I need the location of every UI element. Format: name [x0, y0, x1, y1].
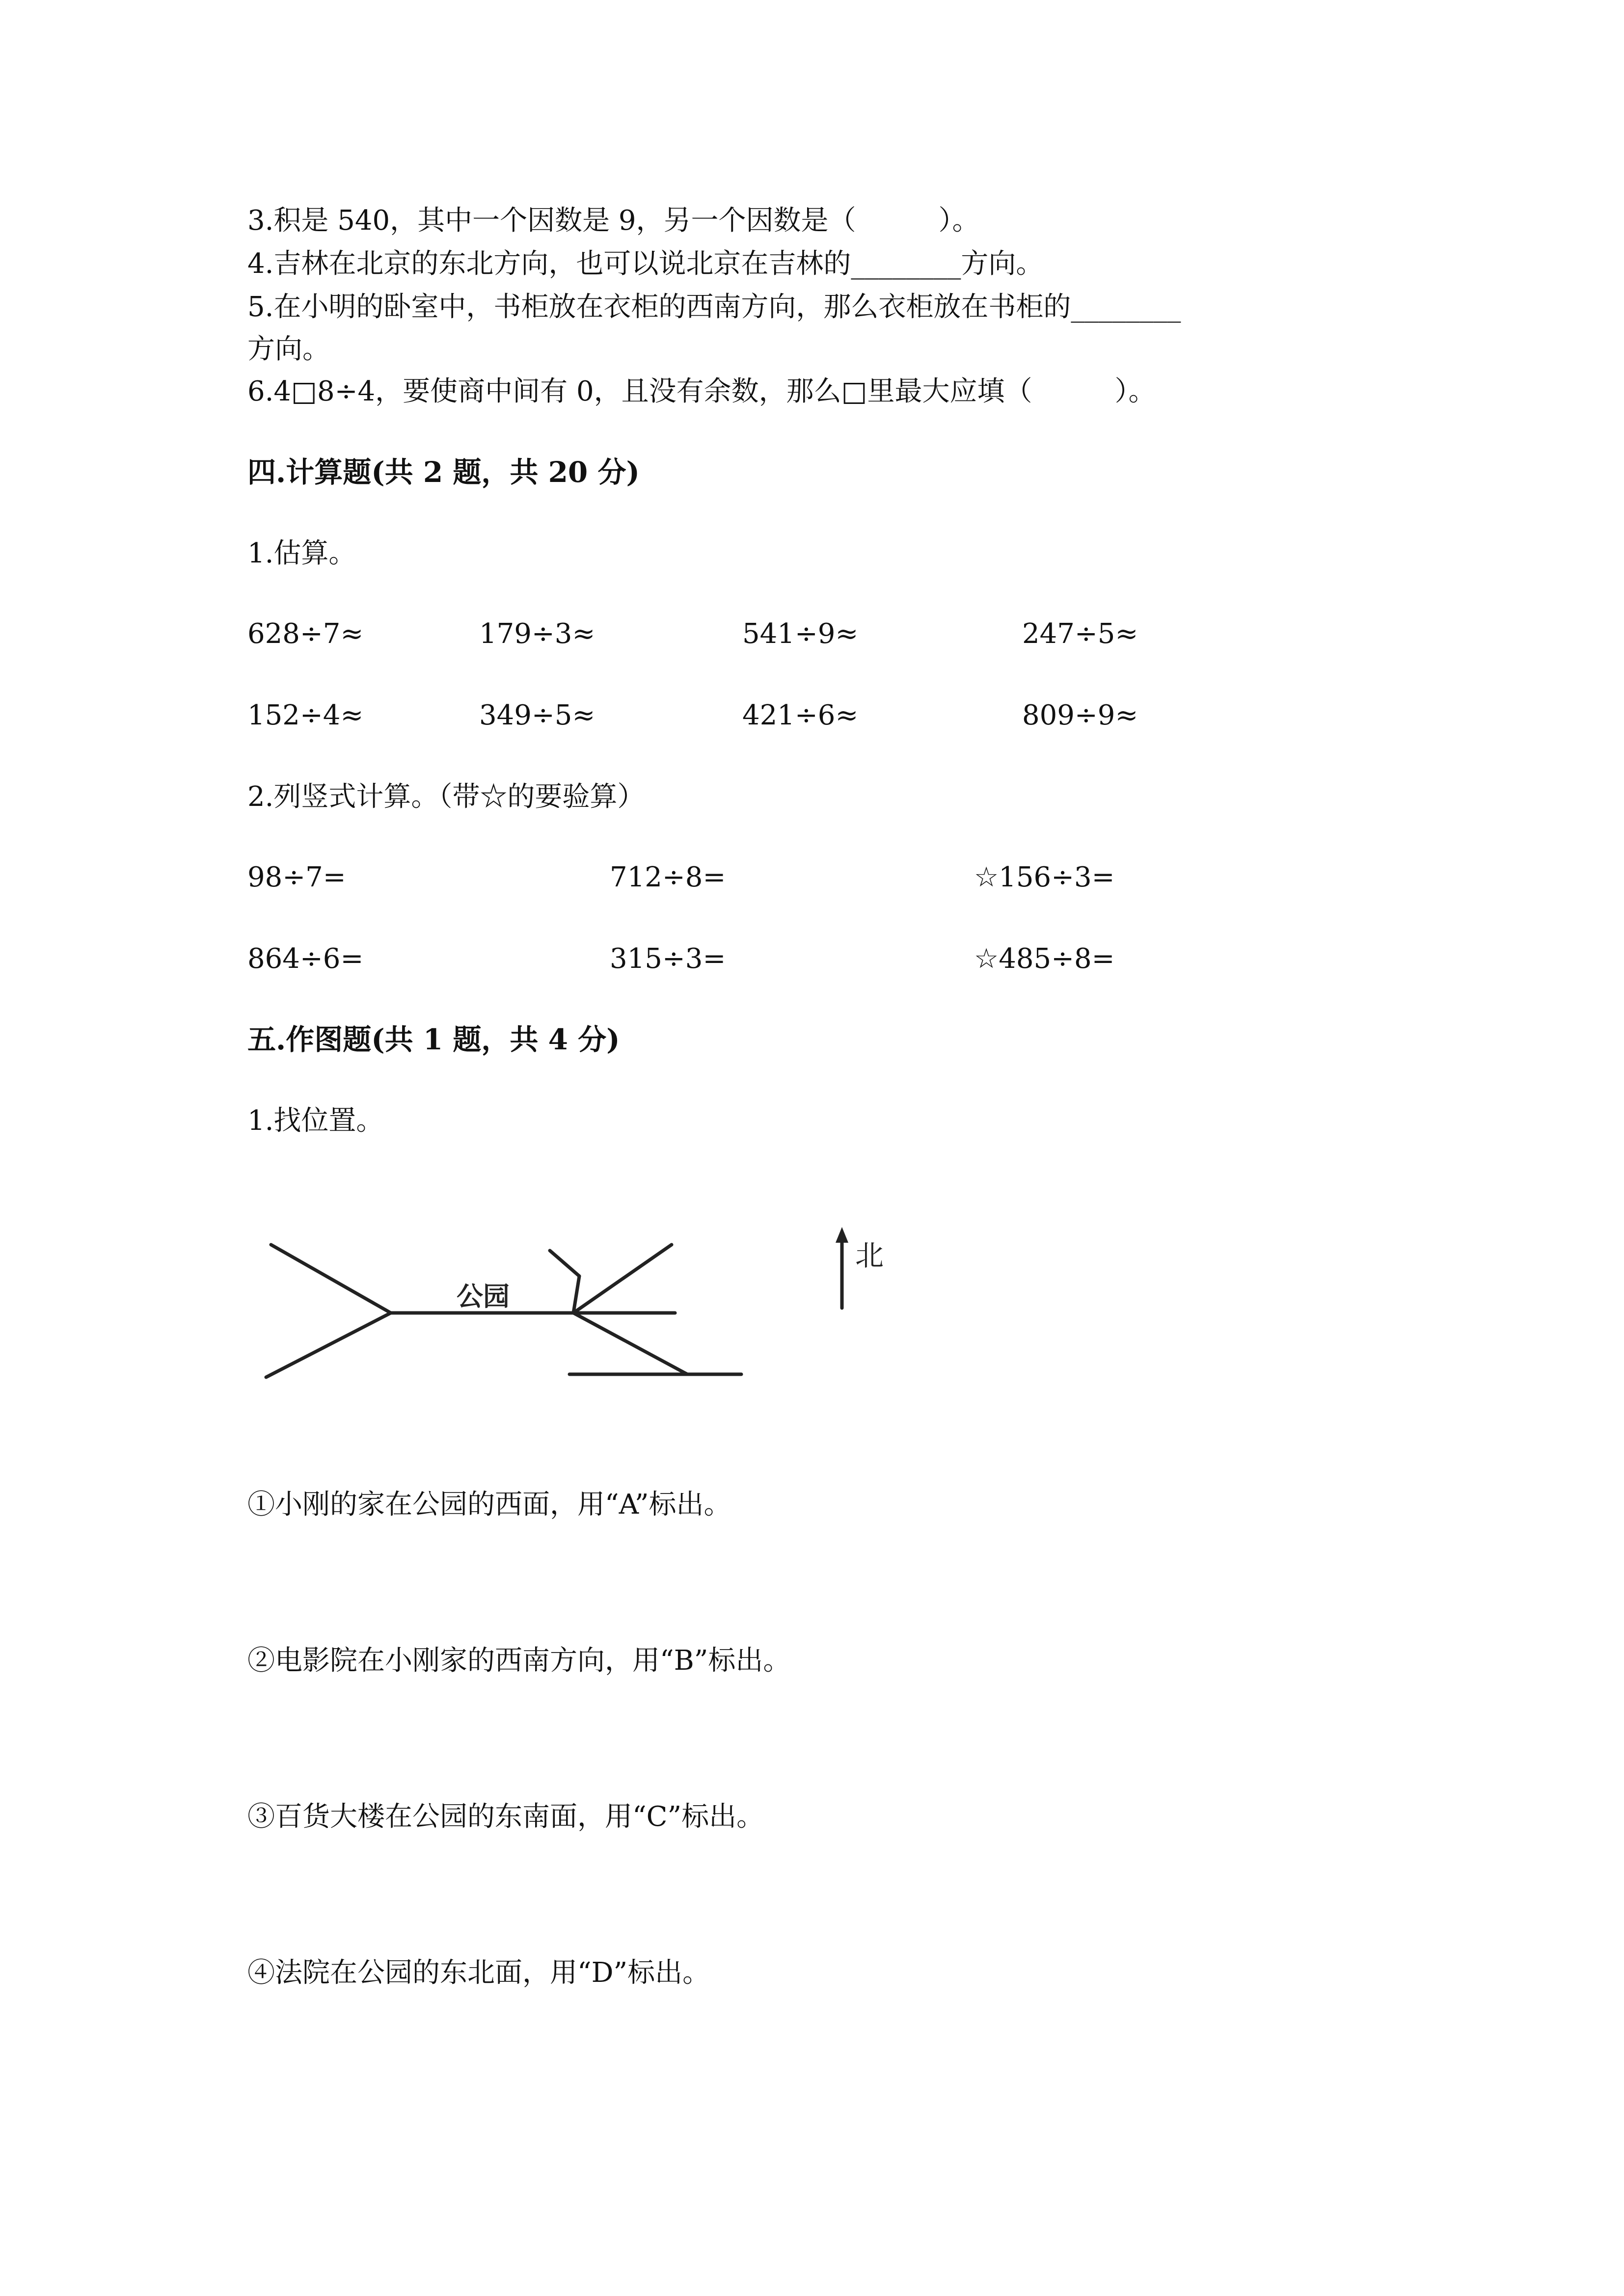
section-5-title: 五.作图题(共 1 题，共 4 分) — [247, 1023, 620, 1056]
map-road-right-upper — [573, 1245, 672, 1313]
map-road-left-upper — [271, 1245, 391, 1313]
position-item-a: ①小刚的家在公园的西面，用“A”标出。 — [247, 1489, 731, 1521]
position-item-c: ③百货大楼在公园的东南面，用“C”标出。 — [247, 1801, 764, 1833]
vertical-calc-item: 864÷6= — [247, 943, 364, 975]
position-item-d: ④法院在公园的东北面，用“D”标出。 — [247, 1957, 710, 1989]
north-arrow-icon — [836, 1227, 848, 1243]
map-road-right-lower — [573, 1313, 687, 1374]
estimate-item: 541÷9≈ — [742, 618, 859, 650]
estimate-item: 247÷5≈ — [1022, 618, 1138, 650]
position-item-b: ②电影院在小刚家的西南方向，用“B”标出。 — [247, 1645, 791, 1677]
vertical-calc-item: 98÷7= — [247, 861, 346, 893]
vertical-calc-item: 315÷3= — [610, 943, 726, 975]
vertical-calc-item: ☆156÷3= — [974, 861, 1115, 893]
map-road-left-lower — [266, 1313, 391, 1377]
vertical-calc-title: 2.列竖式计算。（带☆的要验算） — [247, 781, 645, 813]
question-6: 6.4□8÷4，要使商中间有 0，且没有余数，那么□里最大应填（ ）。 — [247, 375, 1156, 407]
estimate-item: 421÷6≈ — [742, 699, 859, 731]
vertical-calc-item: ☆485÷8= — [974, 943, 1115, 975]
vertical-calc-item: 712÷8= — [610, 861, 726, 893]
park-map-diagram — [255, 1202, 952, 1418]
estimate-item: 628÷7≈ — [247, 618, 364, 650]
question-5-line-2: 方向。 — [247, 333, 330, 365]
estimate-item: 349÷5≈ — [479, 699, 595, 731]
section-4-title: 四.计算题(共 2 题，共 20 分) — [247, 455, 640, 489]
north-label: 北 — [855, 1239, 884, 1272]
map-road-right-spur-end — [550, 1251, 579, 1276]
question-3: 3.积是 540，其中一个因数是 9，另一个因数是（ ）。 — [247, 205, 980, 237]
find-position-title: 1.找位置。 — [247, 1105, 384, 1137]
estimate-title: 1.估算。 — [247, 537, 356, 569]
estimate-item: 179÷3≈ — [479, 618, 595, 650]
estimate-item: 152÷4≈ — [247, 699, 364, 731]
question-4: 4.吉林在北京的东北方向，也可以说北京在吉林的________方向。 — [247, 248, 1044, 280]
park-label: 公园 — [457, 1281, 510, 1312]
estimate-item: 809÷9≈ — [1022, 699, 1138, 731]
question-5-line-1: 5.在小明的卧室中，书柜放在衣柜的西南方向，那么衣柜放在书柜的________ — [247, 291, 1181, 323]
